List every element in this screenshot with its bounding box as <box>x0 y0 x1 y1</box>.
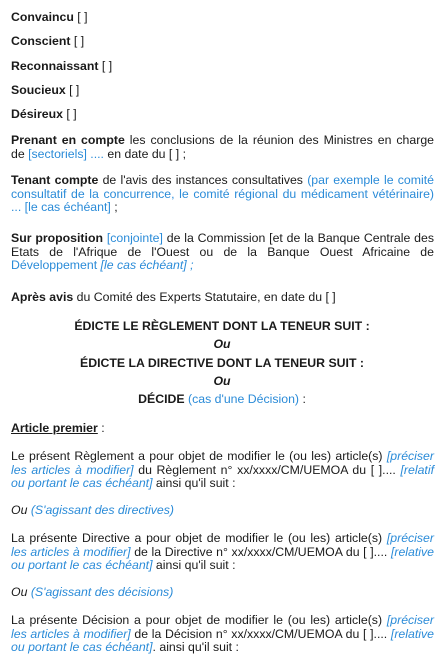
visa-convaincu: Convaincu [ ] <box>11 10 88 24</box>
sur-proposition-paragraph: Sur proposition [conjointe] de la Commission [et de la Banque Centrale des Etats de l'Afrique de l'Ouest ou de la Banque Ouest Africaine de Développement [le cas échéant] ; <box>11 231 435 273</box>
directive-paragraph: La présente Directive a pour objet de modifier le (ou les) article(s) [préciser les articles à modifier] de la Directive n° xx/xxxx/CM/UEMOA du [ ].... [relative ou portant le cas échéant] ainsi qu'il suit : <box>11 531 434 573</box>
visa-soucieux: Soucieux [ ] <box>11 83 80 97</box>
edicte-reglement-heading: ÉDICTE LE RÈGLEMENT DONT LA TENEUR SUIT : <box>74 319 370 333</box>
ou-decisions-line: Ou (S'agissant des décisions) <box>11 585 174 599</box>
visa-desireux: Désireux [ ] <box>11 107 77 121</box>
apres-avis-paragraph: Après avis du Comité des Experts Statutaire, en date du [ ] <box>11 290 336 304</box>
visa-conscient: Conscient [ ] <box>11 34 85 48</box>
reglement-paragraph: Le présent Règlement a pour objet de modifier le (ou les) article(s) [préciser les articles à modifier] du Règlement n° xx/xxxx/CM/UEMOA du [ ].... [relatif ou portant le cas échéant] ainsi qu'il suit : <box>11 449 434 491</box>
visa-reconnaissant: Reconnaissant [ ] <box>11 59 113 73</box>
tenant-compte-paragraph: Tenant compte de l'avis des instances consultatives (par exemple le comité consultatif de la concurrence, le comité régional du médicament vétérinaire) ... [le cas échéant] ; <box>11 173 434 215</box>
ou-separator-1: Ou <box>213 337 231 351</box>
ou-separator-2: Ou <box>213 374 231 388</box>
decision-paragraph: La présente Décision a pour objet de modifier le (ou les) article(s) [préciser les articles à modifier] de la Décision n° xx/xxxx/CM/UEMOA du [ ].... [relative ou portant le cas échéant]. ainsi qu'il suit : <box>11 613 434 655</box>
ou-directives-line: Ou (S'agissant des directives) <box>11 503 174 517</box>
article-premier-heading: Article premier : <box>11 421 105 435</box>
prenant-en-compte-paragraph: Prenant en compte les conclusions de la réunion des Ministres en charge de [sectoriels] .... en date du [ ] ; <box>11 133 434 161</box>
edicte-directive-heading: ÉDICTE LA DIRECTIVE DONT LA TENEUR SUIT : <box>80 356 364 370</box>
decide-heading: DÉCIDE (cas d'une Décision) : <box>138 392 306 406</box>
